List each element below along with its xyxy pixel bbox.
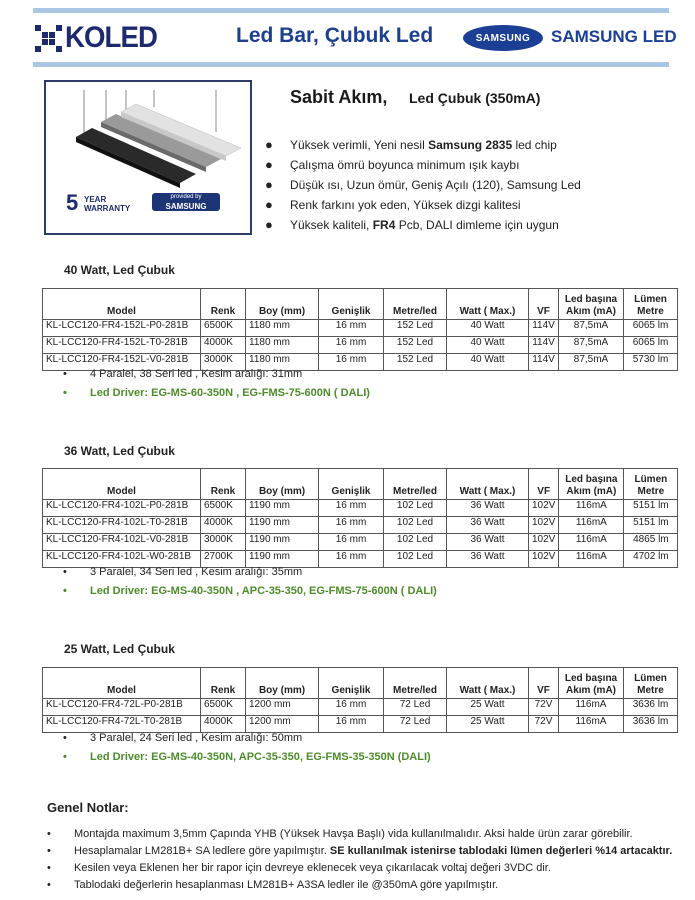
provided-by-label: provided by bbox=[170, 194, 202, 200]
col-watt: Watt ( Max.) bbox=[447, 469, 529, 500]
cell-vf: 114V bbox=[529, 337, 559, 354]
cell-boy: 1190 mm bbox=[246, 551, 319, 568]
samsung-logo: SAMSUNG bbox=[463, 25, 543, 51]
bullet-icon: • bbox=[63, 387, 67, 399]
cell-boy: 1200 mm bbox=[246, 699, 319, 716]
col-genislik: Genişlik bbox=[319, 469, 384, 500]
table-row bbox=[43, 534, 678, 551]
samsung-led-label: SAMSUNG LED bbox=[551, 27, 677, 46]
col-boy: Boy (mm) bbox=[246, 668, 319, 699]
col-akim: Led başına Akım (mA) bbox=[559, 469, 624, 500]
cell-metre-led: 72 Led bbox=[384, 716, 447, 733]
col-akim: Led başına Akım (mA) bbox=[559, 668, 624, 699]
table-header-row bbox=[43, 668, 678, 699]
product-title: Sabit Akım, bbox=[290, 87, 388, 107]
table-header-row bbox=[43, 289, 678, 320]
cell-akim: 116mA bbox=[559, 716, 624, 733]
notes-40w bbox=[60, 367, 370, 405]
product-subtitle: Led Çubuk (350mA) bbox=[409, 90, 541, 106]
cell-akim: 116mA bbox=[559, 699, 624, 716]
section-title-40w: 40 Watt, Led Çubuk bbox=[64, 263, 175, 277]
general-note-text: Kesilen veya Eklenen her bir rapor için devreye eklenecek veya çıkarılacak voltaj değeri 3VDC dir. bbox=[74, 862, 551, 874]
cell-boy: 1190 mm bbox=[246, 534, 319, 551]
cell-boy: 1180 mm bbox=[246, 354, 319, 371]
feature-item bbox=[265, 157, 581, 177]
cell-genislik: 16 mm bbox=[319, 716, 384, 733]
koled-logo-icon bbox=[35, 25, 62, 52]
cell-model: KL-LCC120-FR4-102L-P0-281B bbox=[43, 500, 201, 517]
driver-text: Led Driver: EG-MS-60-350N , EG-FMS-75-600N ( DALI) bbox=[90, 387, 370, 399]
driver-item bbox=[60, 386, 370, 405]
col-boy: Boy (mm) bbox=[246, 469, 319, 500]
cell-genislik: 16 mm bbox=[319, 534, 384, 551]
cell-boy: 1180 mm bbox=[246, 320, 319, 337]
col-watt: Watt ( Max.) bbox=[447, 668, 529, 699]
cell-metre-led: 72 Led bbox=[384, 699, 447, 716]
cell-lumen: 4702 lm bbox=[624, 551, 678, 568]
general-note-item bbox=[47, 844, 672, 861]
cell-lumen: 5730 lm bbox=[624, 354, 678, 371]
cell-watt: 25 Watt bbox=[447, 716, 529, 733]
cell-boy: 1190 mm bbox=[246, 500, 319, 517]
driver-item bbox=[60, 584, 437, 603]
col-lumen: Lümen Metre bbox=[624, 668, 678, 699]
bullet-icon: ● bbox=[265, 197, 273, 212]
col-renk: Renk bbox=[201, 668, 246, 699]
general-note-text: Montajda maximum 3,5mm Çapında YHB (Yüksek Havşa Başlı) vida kullanılmalıdır. Aksi halde ürün zarar görebilir. bbox=[74, 828, 633, 840]
table-header-row bbox=[43, 469, 678, 500]
document-title: Led Bar, Çubuk Led bbox=[236, 24, 434, 47]
general-notes-list bbox=[47, 827, 672, 895]
cell-model: KL-LCC120-FR4-152L-T0-281B bbox=[43, 337, 201, 354]
cell-akim: 116mA bbox=[559, 500, 624, 517]
cell-akim: 87,5mA bbox=[559, 354, 624, 371]
cell-watt: 36 Watt bbox=[447, 534, 529, 551]
cell-metre-led: 152 Led bbox=[384, 337, 447, 354]
cell-vf: 114V bbox=[529, 354, 559, 371]
table-row bbox=[43, 699, 678, 716]
cell-model: KL-LCC120-FR4-152L-V0-281B bbox=[43, 354, 201, 371]
bullet-icon: • bbox=[47, 879, 51, 891]
feature-text: Pcb, DALI dimleme için uygun bbox=[395, 218, 559, 232]
col-renk: Renk bbox=[201, 289, 246, 320]
cell-genislik: 16 mm bbox=[319, 500, 384, 517]
table-row bbox=[43, 337, 678, 354]
bullet-icon: • bbox=[47, 862, 51, 874]
cell-metre-led: 102 Led bbox=[384, 517, 447, 534]
cell-watt: 40 Watt bbox=[447, 337, 529, 354]
spec-table-36w bbox=[42, 468, 678, 568]
cell-renk: 6500K bbox=[201, 500, 246, 517]
col-genislik: Genişlik bbox=[319, 668, 384, 699]
feature-text: Düşük ısı, Uzun ömür, Geniş Açılı (120), Samsung Led bbox=[290, 178, 581, 192]
cell-model: KL-LCC120-FR4-102L-W0-281B bbox=[43, 551, 201, 568]
col-akim: Led başına Akım (mA) bbox=[559, 289, 624, 320]
feature-text: led chip bbox=[512, 138, 557, 152]
col-vf: VF bbox=[529, 469, 559, 500]
cell-lumen: 4865 lm bbox=[624, 534, 678, 551]
section-title-36w: 36 Watt, Led Çubuk bbox=[64, 444, 175, 458]
provided-samsung-label: SAMSUNG bbox=[165, 202, 207, 211]
col-model: Model bbox=[43, 469, 201, 500]
feature-item bbox=[265, 177, 581, 197]
cell-vf: 102V bbox=[529, 500, 559, 517]
col-genislik: Genişlik bbox=[319, 289, 384, 320]
col-vf: VF bbox=[529, 668, 559, 699]
cell-genislik: 16 mm bbox=[319, 551, 384, 568]
bullet-icon: • bbox=[63, 368, 67, 380]
driver-text: Led Driver: EG-MS-40-350N, APC-35-350, EG-FMS-35-350N (DALI) bbox=[90, 751, 431, 763]
bullet-icon: ● bbox=[265, 157, 273, 172]
note-text: 3 Paralel, 34 Seri led , Kesim aralığı: 35mm bbox=[90, 566, 303, 578]
cell-akim: 116mA bbox=[559, 517, 624, 534]
brand-name: KOLED bbox=[65, 21, 157, 54]
cell-akim: 87,5mA bbox=[559, 337, 624, 354]
bullet-icon: ● bbox=[265, 217, 273, 232]
warranty-label: WARRANTY bbox=[84, 204, 131, 213]
cell-renk: 4000K bbox=[201, 517, 246, 534]
general-notes-title: Genel Notlar: bbox=[47, 800, 129, 815]
feature-item bbox=[265, 217, 581, 237]
cell-vf: 72V bbox=[529, 716, 559, 733]
cell-vf: 114V bbox=[529, 320, 559, 337]
cell-vf: 102V bbox=[529, 517, 559, 534]
col-boy: Boy (mm) bbox=[246, 289, 319, 320]
warranty-badge bbox=[66, 190, 131, 215]
cell-vf: 72V bbox=[529, 699, 559, 716]
header-top-rule bbox=[33, 8, 669, 13]
general-note-item bbox=[47, 861, 672, 878]
cell-renk: 2700K bbox=[201, 551, 246, 568]
cell-watt: 40 Watt bbox=[447, 320, 529, 337]
note-text: 3 Paralel, 24 Seri led , Kesim aralığı: 50mm bbox=[90, 732, 303, 744]
driver-text: Led Driver: EG-MS-40-350N , APC-35-350, EG-FMS-75-600N ( DALI) bbox=[90, 585, 437, 597]
bullet-icon: • bbox=[63, 751, 67, 763]
col-model: Model bbox=[43, 668, 201, 699]
feature-list bbox=[265, 137, 581, 237]
table-row bbox=[43, 517, 678, 534]
koled-logo bbox=[35, 22, 165, 54]
product-image bbox=[44, 80, 252, 235]
bullet-icon: • bbox=[47, 845, 51, 857]
col-watt: Watt ( Max.) bbox=[447, 289, 529, 320]
col-lumen: Lümen Metre bbox=[624, 469, 678, 500]
cell-metre-led: 152 Led bbox=[384, 320, 447, 337]
col-metre-led: Metre/led bbox=[384, 289, 447, 320]
cell-genislik: 16 mm bbox=[319, 354, 384, 371]
section-title-25w: 25 Watt, Led Çubuk bbox=[64, 642, 175, 656]
cell-watt: 40 Watt bbox=[447, 354, 529, 371]
warranty-years: 5 bbox=[66, 190, 79, 215]
general-note-text: Hesaplamalar LM281B+ SA ledlere göre yapılmıştır. bbox=[74, 845, 330, 857]
cell-lumen: 3636 lm bbox=[624, 716, 678, 733]
cell-boy: 1200 mm bbox=[246, 716, 319, 733]
feature-text: Çalışma ömrü boyunca minimum ışık kaybı bbox=[290, 158, 520, 172]
cell-metre-led: 102 Led bbox=[384, 551, 447, 568]
cell-lumen: 6065 lm bbox=[624, 337, 678, 354]
bullet-icon: • bbox=[63, 566, 67, 578]
feature-text: Renk farkını yok eden, Yüksek dizgi kalitesi bbox=[290, 198, 521, 212]
cell-boy: 1180 mm bbox=[246, 337, 319, 354]
cell-renk: 6500K bbox=[201, 699, 246, 716]
cell-watt: 25 Watt bbox=[447, 699, 529, 716]
cell-renk: 3000K bbox=[201, 534, 246, 551]
cell-model: KL-LCC120-FR4-152L-P0-281B bbox=[43, 320, 201, 337]
bullet-icon: ● bbox=[265, 137, 273, 152]
notes-25w bbox=[60, 731, 431, 769]
note-text: 4 Paralel, 38 Seri led , Kesim aralığı: 31mm bbox=[90, 368, 303, 380]
cell-vf: 102V bbox=[529, 551, 559, 568]
notes-36w bbox=[60, 565, 437, 603]
table-row bbox=[43, 320, 678, 337]
samsung-provided-badge bbox=[152, 193, 220, 211]
feature-bold: Samsung 2835 bbox=[428, 138, 513, 152]
spec-table-40w bbox=[42, 288, 678, 371]
cell-akim: 116mA bbox=[559, 551, 624, 568]
bullet-icon: • bbox=[63, 732, 67, 744]
cell-genislik: 16 mm bbox=[319, 699, 384, 716]
col-model: Model bbox=[43, 289, 201, 320]
general-note-item bbox=[47, 878, 672, 895]
warranty-year-label: YEAR bbox=[84, 195, 107, 204]
cell-renk: 4000K bbox=[201, 716, 246, 733]
cell-lumen: 5151 lm bbox=[624, 517, 678, 534]
col-metre-led: Metre/led bbox=[384, 469, 447, 500]
table-row bbox=[43, 500, 678, 517]
col-renk: Renk bbox=[201, 469, 246, 500]
col-lumen: Lümen Metre bbox=[624, 289, 678, 320]
cell-vf: 102V bbox=[529, 534, 559, 551]
cell-lumen: 5151 lm bbox=[624, 500, 678, 517]
cell-renk: 3000K bbox=[201, 354, 246, 371]
general-note-bold: SE kullanılmak istenirse tablodaki lümen değerleri %14 artacaktır. bbox=[329, 845, 673, 857]
spec-table-25w bbox=[42, 667, 678, 733]
cell-genislik: 16 mm bbox=[319, 337, 384, 354]
cell-renk: 4000K bbox=[201, 337, 246, 354]
cell-genislik: 16 mm bbox=[319, 320, 384, 337]
cell-metre-led: 152 Led bbox=[384, 354, 447, 371]
cell-watt: 36 Watt bbox=[447, 517, 529, 534]
general-note-text: Tablodaki değerlerin hesaplanması LM281B+ A3SA ledler ile @350mA göre yapılmıştır. bbox=[74, 879, 499, 891]
note-item bbox=[60, 731, 431, 750]
note-item bbox=[60, 565, 437, 584]
bullet-icon: ● bbox=[265, 177, 273, 192]
cell-lumen: 3636 lm bbox=[624, 699, 678, 716]
cell-renk: 6500K bbox=[201, 320, 246, 337]
cell-lumen: 6065 lm bbox=[624, 320, 678, 337]
feature-item bbox=[265, 197, 581, 217]
cell-akim: 87,5mA bbox=[559, 320, 624, 337]
cell-model: KL-LCC120-FR4-72L-P0-281B bbox=[43, 699, 201, 716]
table-row bbox=[43, 716, 678, 733]
col-vf: VF bbox=[529, 289, 559, 320]
cell-model: KL-LCC120-FR4-102L-T0-281B bbox=[43, 517, 201, 534]
general-note-item bbox=[47, 827, 672, 844]
cell-metre-led: 102 Led bbox=[384, 534, 447, 551]
cell-genislik: 16 mm bbox=[319, 517, 384, 534]
feature-text: Yüksek kaliteli, bbox=[290, 218, 373, 232]
feature-text: Yüksek verimli, Yeni nesil bbox=[290, 138, 429, 152]
cell-metre-led: 102 Led bbox=[384, 500, 447, 517]
cell-watt: 36 Watt bbox=[447, 500, 529, 517]
feature-item bbox=[265, 137, 581, 157]
bullet-icon: • bbox=[47, 828, 51, 840]
header-bottom-rule bbox=[33, 62, 669, 67]
cell-model: KL-LCC120-FR4-102L-V0-281B bbox=[43, 534, 201, 551]
note-item bbox=[60, 367, 370, 386]
driver-item bbox=[60, 750, 431, 769]
cell-model: KL-LCC120-FR4-72L-T0-281B bbox=[43, 716, 201, 733]
cell-boy: 1190 mm bbox=[246, 517, 319, 534]
bullet-icon: • bbox=[63, 585, 67, 597]
col-metre-led: Metre/led bbox=[384, 668, 447, 699]
cell-akim: 116mA bbox=[559, 534, 624, 551]
feature-bold: FR4 bbox=[372, 218, 396, 232]
cell-watt: 36 Watt bbox=[447, 551, 529, 568]
